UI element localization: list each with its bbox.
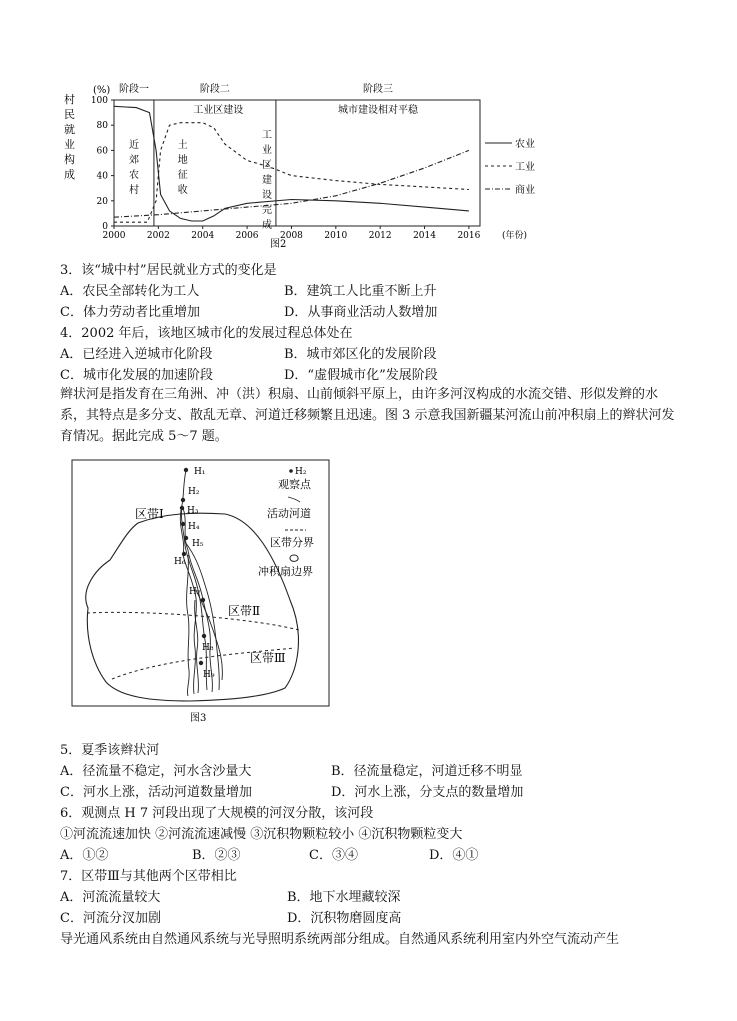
q7-option-a[interactable]: A．河流流量较大	[60, 890, 161, 905]
annotation-industrial-done: 成	[262, 220, 273, 231]
stage-label-1: 阶段一	[118, 84, 149, 95]
legend-point-h2: H₂	[295, 467, 307, 477]
x-tick-label-2008: 2008	[280, 231, 303, 241]
obs-point-label: H₁	[194, 467, 206, 477]
x-tick-label-2002: 2002	[146, 231, 170, 241]
chart-ylabel	[64, 92, 75, 181]
q5-option-c[interactable]: C．河水上涨，活动河道数量增加	[60, 785, 252, 800]
x-tick-label-2014: 2014	[413, 231, 436, 241]
q4-option-d[interactable]: D．“虚假城市化”发展阶段	[284, 368, 438, 383]
q7-option-d[interactable]: D．沉积物磨圆度高	[287, 911, 402, 926]
y-tick-label-0: 0	[102, 222, 108, 232]
annotation-stage3-top: 城市建设相对平稳	[337, 105, 418, 116]
legend-fan-icon	[290, 555, 298, 561]
y-tick-label-60: 60	[96, 146, 108, 157]
obs-point-label: H₃	[187, 506, 199, 516]
annotation-land-requisition: 土	[177, 140, 188, 151]
y-tick-label-80: 80	[96, 121, 108, 132]
obs-point-marker	[181, 498, 185, 502]
ylabel-char: 民	[64, 108, 75, 121]
q3-option-c[interactable]: C．体力劳动者比重增加	[60, 305, 200, 320]
q3-option-b[interactable]: B．建筑工人比重不断上升	[284, 284, 437, 299]
annotation-industrial-done: 工	[262, 130, 273, 141]
q6-stem: 6．观测点 H 7 河段出现了大规模的河汊分散，该河段	[60, 806, 374, 821]
figure3-caption: 图3	[190, 713, 207, 724]
x-tick-label-2006: 2006	[235, 231, 259, 241]
obs-point-label: H₇	[189, 587, 201, 597]
legend-label-商业: 商业	[515, 185, 535, 196]
q4-option-c[interactable]: C．城市化发展的加速阶段	[60, 368, 213, 383]
obs-point-marker	[180, 506, 184, 510]
obs-point-marker	[184, 536, 188, 540]
annotation-near-village: 郊	[128, 155, 139, 166]
zone-3-label: 区带Ⅲ	[250, 651, 286, 665]
annotation-near-village: 近	[128, 140, 139, 151]
q3-option-d[interactable]: D．从事商业活动人数增加	[284, 305, 438, 320]
chart-unit-label: (%)	[93, 85, 111, 96]
x-tick-label-2000: 2000	[102, 231, 126, 241]
obs-point-label: H₆	[174, 557, 186, 567]
ylabel-char: 村	[64, 93, 75, 106]
annotation-near-village: 村	[128, 185, 139, 196]
legend-zone-boundary: 区带分界	[270, 536, 314, 549]
q7-option-b[interactable]: B．地下水埋藏较深	[287, 890, 401, 905]
q5-option-b[interactable]: B．径流量稳定，河道迁移不明显	[331, 764, 523, 779]
annotation-near-village: 农	[128, 170, 139, 181]
x-tick-label-2016: 2016	[457, 231, 481, 241]
legend-label-农业: 农业	[515, 139, 535, 150]
annotation-industrial-done: 设	[262, 190, 273, 201]
stage-label-2: 阶段二	[199, 84, 230, 95]
q7-stem: 7．区带Ⅲ与其他两个区带相比	[60, 869, 237, 884]
q6-items: ①河流流速加快 ②河流流速减慢 ③沉积物颗粒较小 ④沉积物颗粒变大	[60, 827, 463, 842]
annotation-stage2-top: 工业区建设	[193, 105, 244, 116]
obs-point-label: H₅	[192, 539, 204, 549]
chart-caption: 图2	[270, 239, 287, 250]
legend-fan-boundary: 冲积扇边界	[258, 565, 313, 578]
q4-option-b[interactable]: B．城市郊区化的发展阶段	[284, 347, 437, 362]
q6-option-d[interactable]: D．④①	[429, 848, 479, 863]
q4-stem: 4．2002 年后，该地区城市化的发展过程总体处在	[60, 326, 353, 341]
q5-option-d[interactable]: D．河水上涨，分支点的数量增加	[331, 785, 524, 800]
y-tick-label-40: 40	[96, 171, 108, 182]
q6-option-b[interactable]: B．②③	[192, 848, 241, 863]
trailing-text: 导光通风系统由自然通风系统与光导照明系统两部分组成。自然通风系统利用室内外空气流动产生	[60, 932, 620, 947]
figure3-map	[0, 450, 737, 730]
legend-label-工业: 工业	[515, 162, 535, 173]
q5-stem: 5．夏季该辫状河	[60, 743, 160, 758]
ylabel-char: 业	[64, 138, 75, 151]
annotation-land-requisition: 收	[177, 185, 188, 196]
obs-point-marker	[199, 661, 203, 665]
q4-option-a[interactable]: A．已经进入逆城市化阶段	[60, 347, 213, 362]
legend-channel-icon	[288, 497, 300, 502]
q6-option-c[interactable]: C．③④	[309, 848, 358, 863]
ylabel-char: 就	[64, 123, 75, 136]
obs-point-marker	[184, 468, 188, 472]
ylabel-char: 构	[64, 153, 75, 166]
obs-point-marker	[182, 552, 186, 556]
q7-option-c[interactable]: C．河流分汊加剧	[60, 911, 161, 926]
obs-point-label: H₂	[188, 487, 200, 497]
q3-stem: 3．该“城中村”居民就业方式的变化是	[60, 263, 277, 278]
q3-option-a[interactable]: A．农民全部转化为工人	[60, 284, 200, 299]
y-tick-label-20: 20	[96, 196, 108, 207]
x-tick-label-2004: 2004	[191, 231, 215, 241]
legend-point-icon	[289, 469, 293, 473]
obs-point-label: H₈	[202, 643, 214, 653]
x-tick-label-2010: 2010	[324, 231, 348, 241]
obs-point-marker	[202, 634, 206, 638]
obs-point-label: H₉	[203, 670, 215, 680]
annotation-land-requisition: 地	[177, 155, 188, 166]
passage: 辫状河是指发育在三角洲、冲（洪）积扇、山前倾斜平原上，由许多河汊构成的水流交错、形似发辫的水系，其特点是多分支、散乱无章、河道迁移频繁且迅速。图 3 示意我国新疆某河流山前冲积扇上的辫状河发育情况。据此完成 5～7 题。	[60, 387, 675, 444]
legend-obs-point: 观察点	[278, 478, 311, 491]
obs-point-marker	[181, 522, 185, 526]
figure2-chart	[0, 0, 737, 260]
y-tick-label-100: 100	[90, 96, 108, 106]
obs-point-label: H₄	[188, 522, 200, 532]
stage-label-3: 阶段三	[362, 84, 393, 95]
zone-boundary-1-2	[87, 612, 299, 630]
annotation-industrial-done: 建	[262, 175, 273, 186]
legend-active-channel: 活动河道	[267, 507, 311, 520]
annotation-industrial-done: 业	[262, 145, 273, 156]
q6-option-a[interactable]: A．①②	[60, 848, 109, 863]
ylabel-char: 成	[64, 168, 75, 181]
annotation-industrial-done: 区	[262, 160, 273, 171]
x-tick-label-2012: 2012	[368, 231, 392, 241]
annotation-industrial-done: 完	[262, 205, 273, 216]
zone-2-label: 区带Ⅱ	[228, 604, 261, 618]
obs-point-marker	[201, 598, 205, 602]
map-frame	[72, 460, 329, 706]
chart-xlabel: (年份)	[502, 231, 528, 241]
observation-points	[174, 467, 215, 680]
q5-option-a[interactable]: A．径流量不稳定，河水含沙量大	[60, 764, 252, 779]
annotation-land-requisition: 征	[177, 170, 188, 181]
zone-1-label: 区带Ⅰ	[135, 507, 164, 521]
